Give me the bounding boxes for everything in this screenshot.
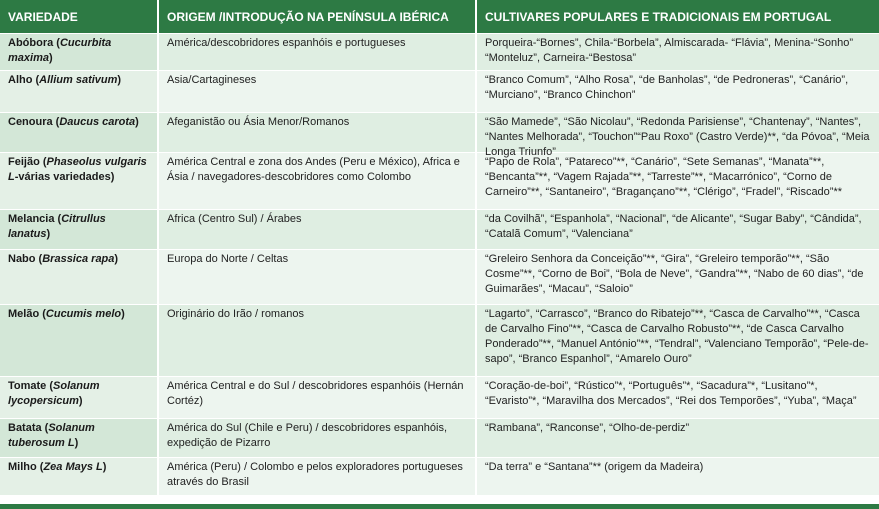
- variety-cell: Cenoura (Daucus carota): [0, 113, 157, 152]
- origin-cell: Afeganistão ou Ásia Menor/Romanos: [157, 113, 475, 152]
- table-row: [0, 457, 879, 495]
- variety-cell: Feijão (Phaseolus vulgaris L-várias variedades): [0, 153, 157, 209]
- variety-cell: Nabo (Brassica rapa): [0, 250, 157, 304]
- table-row: [0, 249, 879, 304]
- origin-cell: Originário do Irão / romanos: [157, 305, 475, 376]
- table-row: [0, 33, 879, 70]
- variety-cell: Tomate (Solanum lycopersicum): [0, 377, 157, 418]
- origin-cell: América Central e zona dos Andes (Peru e México), Africa e Ásia / navegadores-descobridores como Colombo: [157, 153, 475, 209]
- table-row: [0, 70, 879, 112]
- variety-cell: Abóbora (Cucurbita maxima): [0, 34, 157, 70]
- variety-cell: Melancia (Citrullus lanatus): [0, 210, 157, 249]
- origin-cell: América (Peru) / Colombo e pelos exploradores portugueses através do Brasil: [157, 458, 475, 495]
- bottom-border: [0, 504, 879, 509]
- table-header: [0, 0, 879, 33]
- origin-cell: Europa do Norte / Celtas: [157, 250, 475, 304]
- cultivars-cell: “Da terra” e “Santana”** (origem da Madeira): [475, 458, 879, 495]
- cultivars-cell: “Branco Comum”, “Alho Rosa”, “de Banholas”, “de Pedroneras”, “Canário”, “Murciano”, “Branco Chinchon”: [475, 71, 879, 112]
- table-row: [0, 152, 879, 209]
- variety-cell: Melão (Cucumis melo): [0, 305, 157, 376]
- cultivars-cell: “Rambana”, “Ranconse”, “Olho-de-perdiz”: [475, 419, 879, 457]
- cultivars-cell: “Lagarto”, “Carrasco”, “Branco do Ribatejo”**, “Casca de Carvalho”**, “Casca de Carvalho Fino”**, “Casca de Carvalho Robusto”**, “de Casca Carvalho Ponderado”**, “Manuel António”**, “Tendral”, “Valenciano Temporão”, “Pele-de-sapo”, “Branco Espanhol”, “Amarelo Ouro”: [475, 305, 879, 376]
- cultivars-cell: Porqueira-“Bornes”, Chila-“Borbela”, Almiscarada- “Flávia”, Menina-“Sonho” “Monteluz”, Carneira-“Bestosa”: [475, 34, 879, 70]
- cultivars-cell: “da Covilhã”, “Espanhola”, “Nacional”, “de Alicante”, “Sugar Baby”, “Cândida”, “Catalã Comum”, “Valenciana”: [475, 210, 879, 249]
- cultivars-cell: “Papo de Rola”, “Patareco”**, “Canário”, “Sete Semanas”, “Manata”**, “Bencanta”**, “Vagem Rajada”**, “Tarreste”**, “Macarrónico”, “Corno de Carneiro”**, “Santaneiro”, “Bragançano”**, “Clérigo”, “Fradel”, “Riscado”**: [475, 153, 879, 209]
- origin-cell: Asia/Cartagineses: [157, 71, 475, 112]
- table-row: [0, 304, 879, 376]
- variety-cell: Alho (Allium sativum): [0, 71, 157, 112]
- header-cultivars: CULTIVARES POPULARES E TRADICIONAIS EM PORTUGAL: [475, 0, 879, 33]
- origin-cell: Africa (Centro Sul) / Árabes: [157, 210, 475, 249]
- origin-cell: América/descobridores espanhóis e portugueses: [157, 34, 475, 70]
- origin-cell: América do Sul (Chile e Peru) / descobridores espanhóis, expedição de Pizarro: [157, 419, 475, 457]
- variety-cell: Milho (Zea Mays L): [0, 458, 157, 495]
- cultivars-cell: “Greleiro Senhora da Conceição”**, “Gira”, “Greleiro temporão”**, “São Cosme”**, “Corno de Boi”, “Bola de Neve”, “Gandra”**, “Nabo de 60 dias”, “de Guimarães”, “Macau”, “Saloio”: [475, 250, 879, 304]
- origin-cell: América Central e do Sul / descobridores espanhóis (Hernán Cortéz): [157, 377, 475, 418]
- table-row: [0, 376, 879, 418]
- variety-cell: Batata (Solanum tuberosum L): [0, 419, 157, 457]
- cultivars-cell: “Coração-de-boi”, “Rústico”*, “Português”*, “Sacadura”*, “Lusitano”*, “Evaristo”*, “Maravilha dos Mercados”, “Rei dos Temporões”, “Yuba”, “Maça”: [475, 377, 879, 418]
- cultivars-cell: “São Mamede”, “São Nicolau”, “Redonda Parisiense”, “Chantenay”, “Nantes”, “Nantes Melhorada”, “Touchon”“Pau Roxo” (Castro Verde)**, “da Póvoa”, “Meia Longa Triunfo”: [475, 113, 879, 152]
- table-row: [0, 112, 879, 158]
- table-row: [0, 209, 879, 249]
- header-origin: ORIGEM /INTRODUÇÃO NA PENÍNSULA IBÉRICA: [157, 0, 475, 33]
- table-row: [0, 418, 879, 457]
- header-variety: VARIEDADE: [8, 9, 78, 24]
